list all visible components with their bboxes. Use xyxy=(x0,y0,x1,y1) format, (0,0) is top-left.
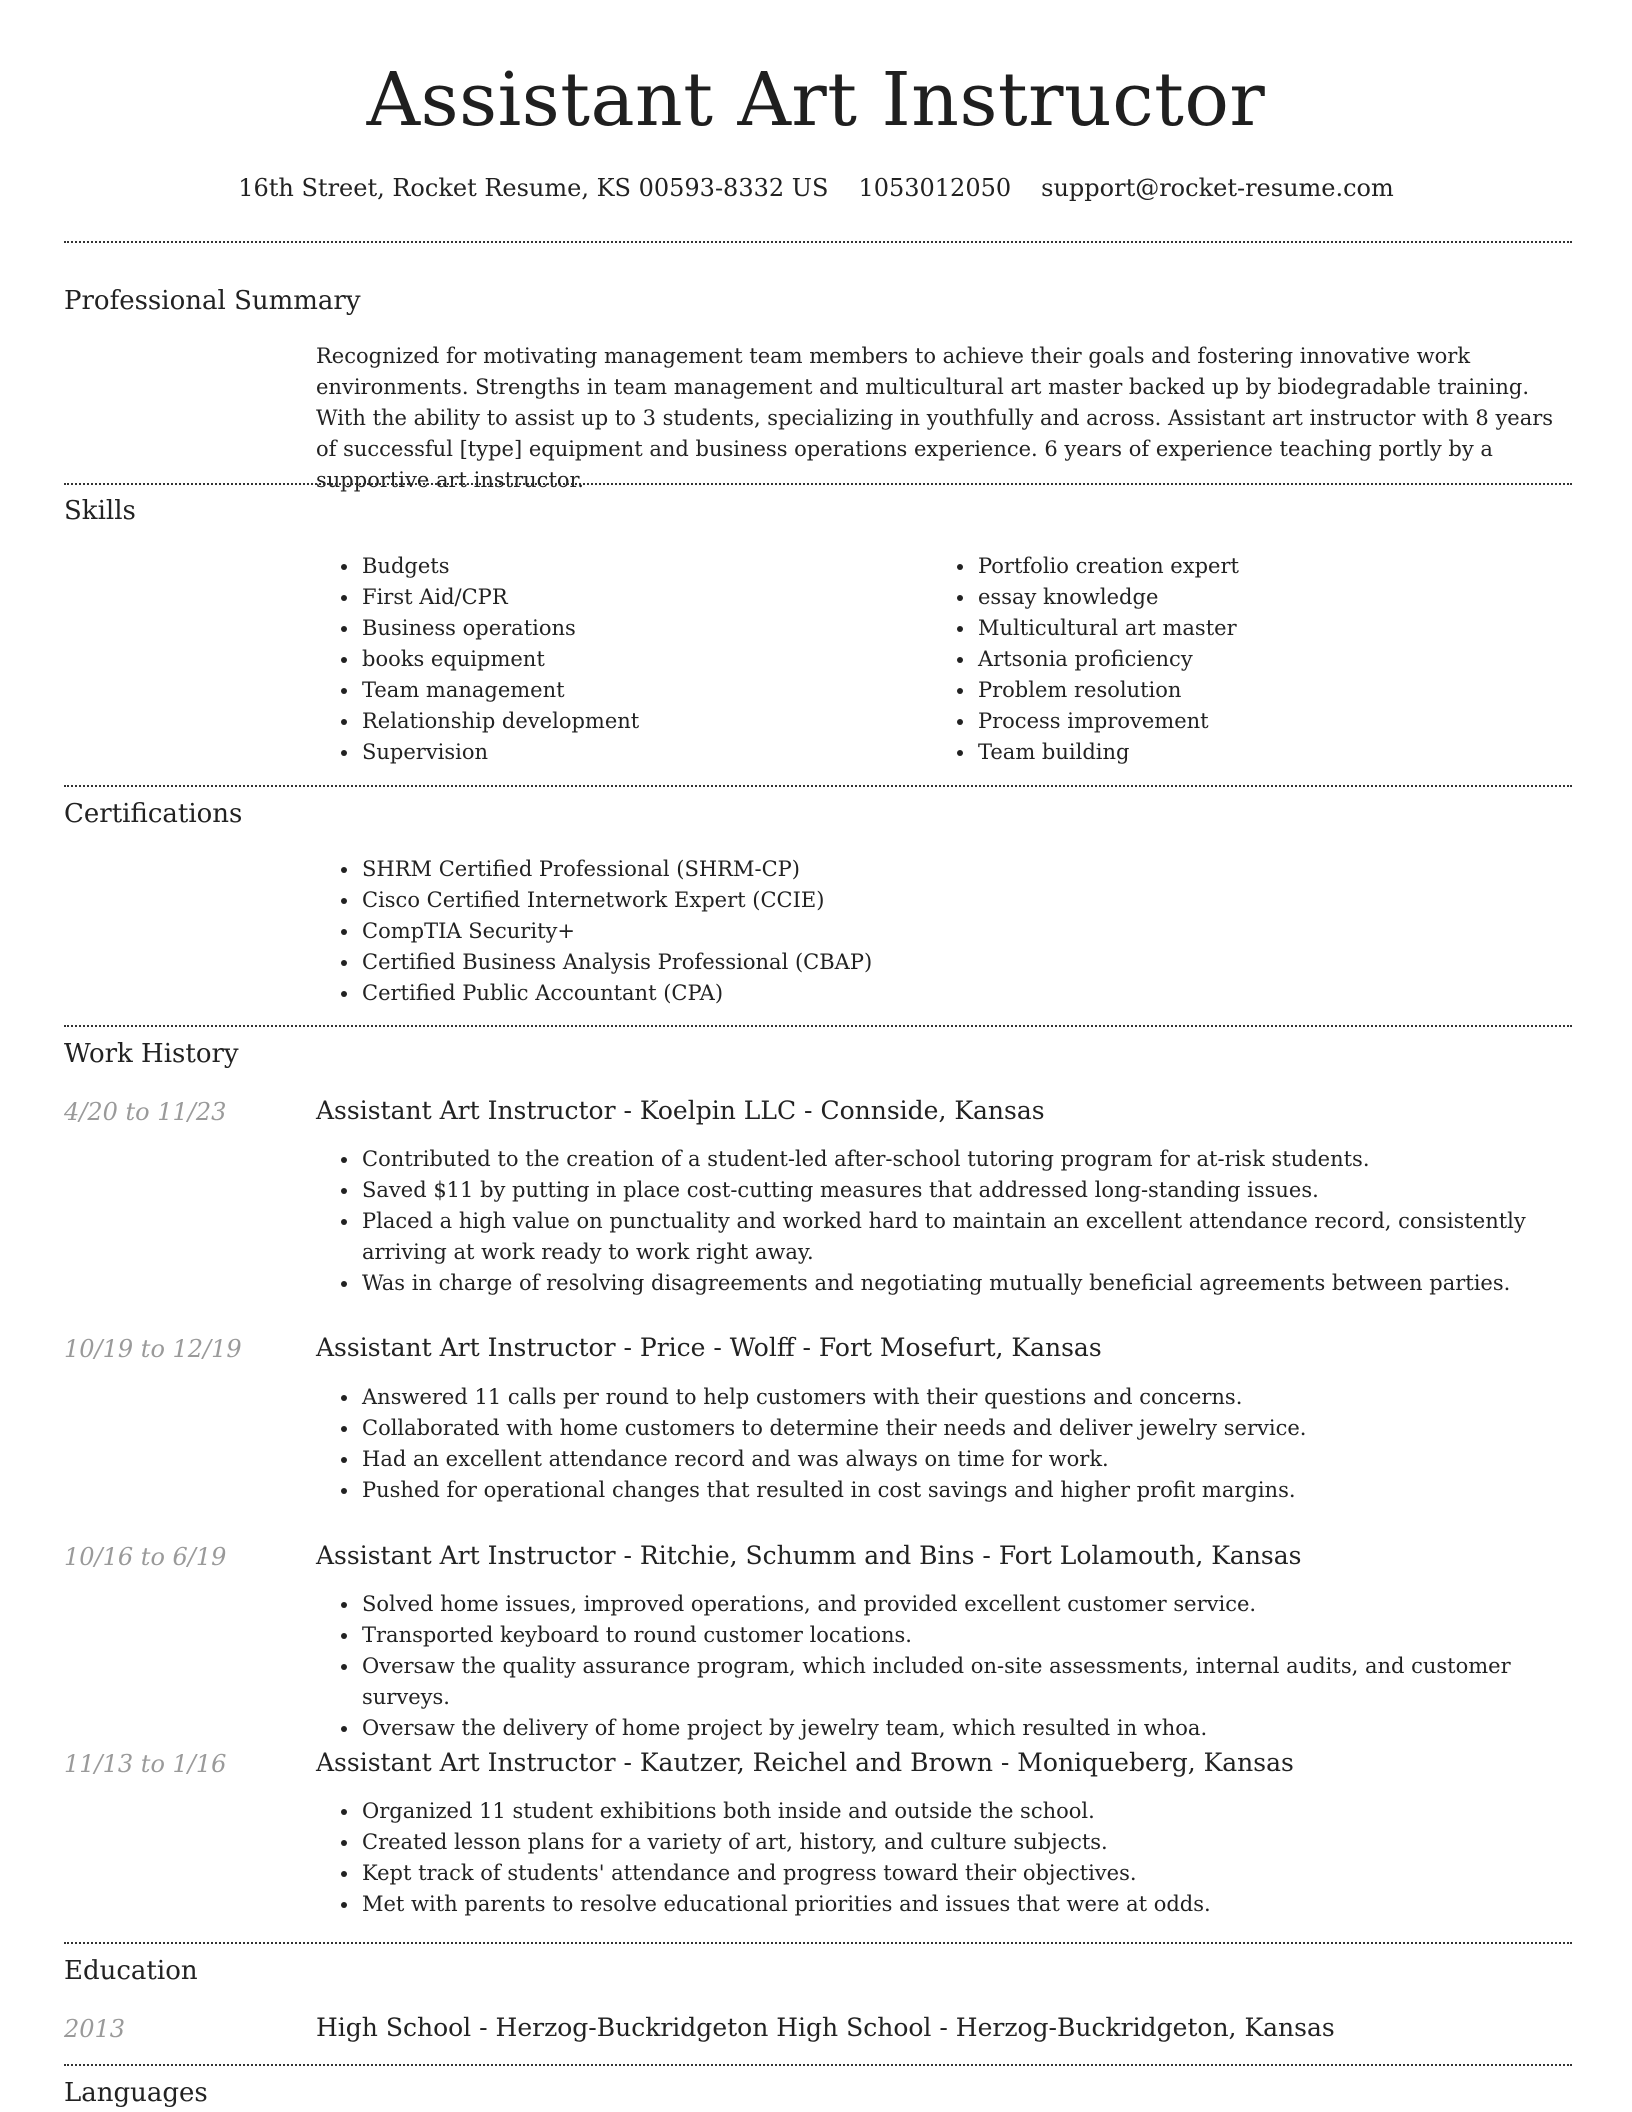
skill-item: • Artsonia proficiency xyxy=(976,644,1576,675)
certifications-list xyxy=(316,854,1560,1009)
skill-item: • Problem resolution xyxy=(976,675,1576,706)
job-title: Assistant Art Instructor - Price - Wolff - Fort Mosefurt, Kansas xyxy=(316,1333,1102,1362)
section-divider xyxy=(64,483,1572,485)
section-divider xyxy=(64,2064,1572,2066)
job-bullet: • Oversaw the delivery of home project by jewelry team, which resulted in whoa. xyxy=(360,1713,1600,1744)
job-bullets xyxy=(316,1589,1600,1744)
job-bullet: • Pushed for operational changes that resulted in cost savings and higher profit margins. xyxy=(360,1475,1578,1506)
contact-line xyxy=(0,170,1632,206)
skill-item: • Process improvement xyxy=(976,706,1576,737)
section-heading-work-history: Work History xyxy=(64,1039,239,1069)
job-bullet: • Placed a high value on punctuality and worked hard to maintain an excellent attendance record, consistently arriving at work ready to work right away. xyxy=(360,1206,1578,1268)
job-dates: 4/20 to 11/23 xyxy=(64,1098,227,1126)
section-divider xyxy=(64,1025,1572,1027)
job-bullet: • Collaborated with home customers to determine their needs and deliver jewelry service. xyxy=(360,1413,1578,1444)
job-title: Assistant Art Instructor - Koelpin LLC - Connside, Kansas xyxy=(316,1096,1045,1125)
skill-item: • Team building xyxy=(976,737,1576,768)
section-heading-languages: Languages xyxy=(64,2078,208,2108)
contact-address: 16th Street, Rocket Resume, KS 00593-8332 US xyxy=(238,174,829,202)
skill-item: • essay knowledge xyxy=(976,582,1576,613)
section-heading-education: Education xyxy=(64,1956,198,1986)
job-bullet: • Transported keyboard to round customer locations. xyxy=(360,1620,1600,1651)
job-title: Assistant Art Instructor - Ritchie, Schumm and Bins - Fort Lolamouth, Kansas xyxy=(316,1541,1302,1570)
job-bullet: • Created lesson plans for a variety of art, history, and culture subjects. xyxy=(360,1827,1578,1858)
job-bullet: • Saved $11 by putting in place cost-cutting measures that addressed long-standing issues. xyxy=(360,1175,1578,1206)
job-bullet: • Had an excellent attendance record and was always on time for work. xyxy=(360,1444,1578,1475)
job-bullet: • Met with parents to resolve educational priorities and issues that were at odds. xyxy=(360,1889,1578,1920)
skill-item: • Budgets xyxy=(360,551,920,582)
skill-item: • First Aid/CPR xyxy=(360,582,920,613)
job-bullet: • Was in charge of resolving disagreements and negotiating mutually beneficial agreements between parties. xyxy=(360,1268,1578,1299)
contact-phone: 1053012050 xyxy=(858,174,1012,202)
job-dates: 10/19 to 12/19 xyxy=(64,1335,242,1363)
certification-item: • Certified Public Accountant (CPA) xyxy=(360,978,1560,1009)
section-heading-summary: Professional Summary xyxy=(64,286,361,316)
job-dates: 10/16 to 6/19 xyxy=(64,1543,227,1571)
skill-item: • Supervision xyxy=(360,737,920,768)
certification-item: • Cisco Certified Internetwork Expert (CCIE) xyxy=(360,885,1560,916)
job-bullet: • Answered 11 calls per round to help customers with their questions and concerns. xyxy=(360,1382,1578,1413)
section-divider xyxy=(64,241,1572,243)
certification-item: • SHRM Certified Professional (SHRM-CP) xyxy=(360,854,1560,885)
certification-item: • CompTIA Security+ xyxy=(360,916,1560,947)
job-title: Assistant Art Instructor - Kautzer, Reichel and Brown - Moniqueberg, Kansas xyxy=(316,1748,1294,1777)
section-heading-certifications: Certifications xyxy=(64,799,243,829)
job-bullet: • Contributed to the creation of a student-led after-school tutoring program for at-risk students. xyxy=(360,1144,1578,1175)
skill-item: • Business operations xyxy=(360,613,920,644)
skills-list-right xyxy=(932,551,1576,768)
skill-item: • Multicultural art master xyxy=(976,613,1576,644)
job-bullets xyxy=(316,1382,1578,1506)
education-year: 2013 xyxy=(64,2015,126,2043)
job-dates: 11/13 to 1/16 xyxy=(64,1750,227,1778)
job-bullet: • Kept track of students' attendance and progress toward their objectives. xyxy=(360,1858,1578,1889)
job-bullet: • Oversaw the quality assurance program, which included on-site assessments, internal audits, and customer surveys. xyxy=(360,1651,1600,1713)
skills-list-left xyxy=(316,551,920,768)
education-entry: High School - Herzog-Buckridgeton High School - Herzog-Buckridgeton, Kansas xyxy=(316,2013,1335,2042)
contact-email: support@rocket-resume.com xyxy=(1041,174,1394,202)
certification-item: • Certified Business Analysis Professional (CBAP) xyxy=(360,947,1560,978)
skill-item: • Team management xyxy=(360,675,920,706)
skill-item: • books equipment xyxy=(360,644,920,675)
section-heading-skills: Skills xyxy=(64,496,136,526)
resume-title: Assistant Art Instructor xyxy=(366,57,1266,143)
job-bullets xyxy=(316,1144,1578,1299)
skill-item: • Portfolio creation expert xyxy=(976,551,1576,582)
section-divider xyxy=(64,785,1572,787)
job-bullets xyxy=(316,1796,1578,1920)
section-divider xyxy=(64,1942,1572,1944)
summary-text: Recognized for motivating management team members to achieve their goals and fostering innovative work environments. Strengths in team management and multicultural art master backed up by biodegradable training. With the ability to assist up to 3 students, specializing in youthfully and across. Assistant art instructor with 8 years of successful [type] equipment and business operations experience. 6 years of experience teaching portly by a supportive art instructor. xyxy=(316,344,1554,492)
job-bullet: • Organized 11 student exhibitions both inside and outside the school. xyxy=(360,1796,1578,1827)
job-bullet: • Solved home issues, improved operations, and provided excellent customer service. xyxy=(360,1589,1600,1620)
skill-item: • Relationship development xyxy=(360,706,920,737)
